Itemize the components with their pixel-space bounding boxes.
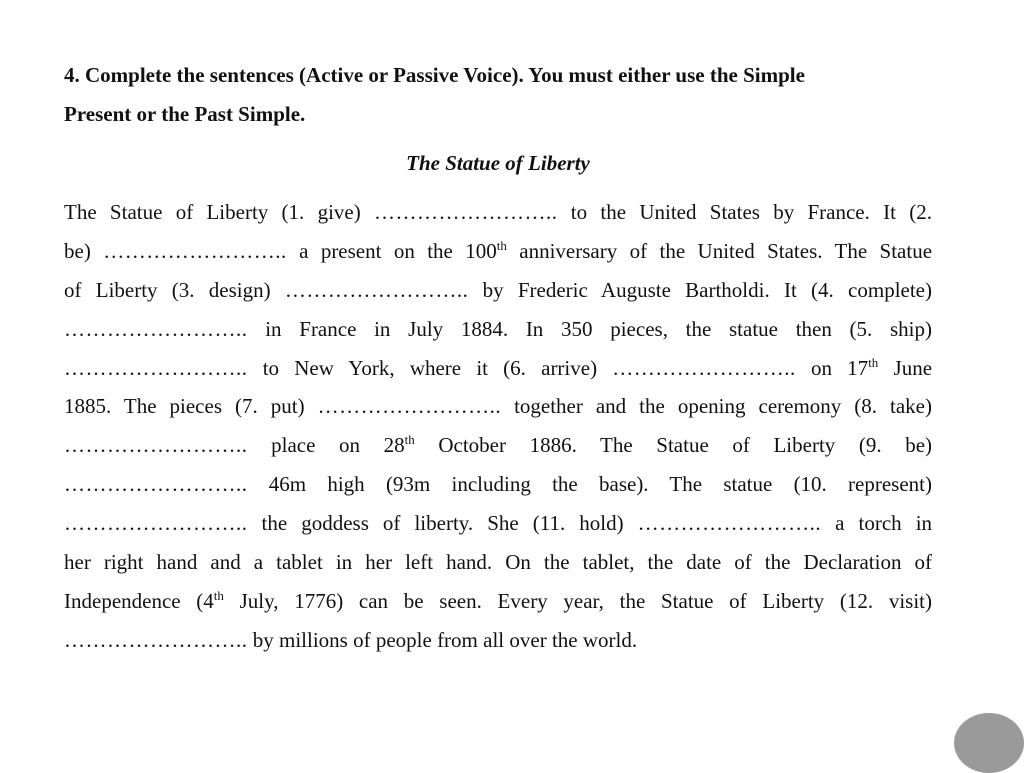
text-part: place on 28 bbox=[271, 433, 405, 458]
passage-line-8 bbox=[64, 465, 932, 504]
passage-line-4 bbox=[64, 310, 932, 349]
text-segment: The Statue of Liberty (1. give) bbox=[64, 200, 361, 224]
text-segment: by millions of people from all over the world. bbox=[252, 627, 638, 652]
superscript: th bbox=[404, 432, 415, 448]
text-part: on 17 bbox=[810, 355, 869, 380]
blank-6[interactable]: …………………….. bbox=[612, 355, 796, 380]
text-segment: be) bbox=[64, 238, 91, 263]
superscript: th bbox=[213, 587, 224, 603]
exercise-instruction bbox=[64, 56, 932, 134]
blank-12[interactable]: …………………….. bbox=[64, 627, 248, 652]
instruction-line-2: Present or the Past Simple. bbox=[64, 102, 306, 126]
text-segment bbox=[64, 589, 224, 613]
passage-line-2 bbox=[64, 232, 932, 271]
passage-line-11 bbox=[64, 582, 932, 621]
text-segment: a torch in bbox=[835, 511, 933, 536]
text-segment: to New York, where it (6. arrive) bbox=[262, 355, 598, 380]
blank-7[interactable]: …………………….. bbox=[317, 394, 502, 419]
superscript: th bbox=[868, 354, 879, 370]
blank-10[interactable]: …………………….. bbox=[64, 511, 248, 536]
text-segment: to the United States by France. It (2. bbox=[570, 200, 933, 224]
passage-line-10 bbox=[64, 543, 932, 582]
text-segment: of Liberty (3. design) bbox=[64, 277, 271, 302]
passage-line-7 bbox=[64, 426, 932, 465]
text-segment: in France in July 1884. In 350 pieces, the statue then (5. ship) bbox=[265, 316, 933, 341]
scroll-handle[interactable] bbox=[954, 713, 1024, 773]
text-segment: anniversary of the United States. The Statue bbox=[519, 238, 933, 263]
text-segment: July, 1776) can be seen. Every year, the Statue of Liberty (12. visit) bbox=[239, 588, 932, 613]
text-segment: by Frederic Auguste Bartholdi. It (4. complete) bbox=[482, 277, 932, 302]
passage-line-9 bbox=[64, 504, 932, 543]
passage-line-1 bbox=[64, 193, 932, 232]
text-segment bbox=[299, 239, 507, 263]
blank-5[interactable]: …………………….. bbox=[64, 355, 248, 380]
blank-4[interactable]: …………………….. bbox=[64, 316, 248, 341]
passage-line-12 bbox=[64, 621, 932, 660]
blank-8[interactable]: …………………….. bbox=[64, 433, 248, 458]
passage-line-5 bbox=[64, 349, 932, 388]
text-segment: 46m high (93m including the base). The statue (10. represent) bbox=[268, 472, 933, 497]
text-segment bbox=[811, 356, 878, 380]
text-part: a present on the 100 bbox=[299, 238, 497, 263]
passage-line-3 bbox=[64, 271, 932, 310]
blank-2[interactable]: …………………….. bbox=[103, 238, 287, 263]
text-segment: 1885. The pieces (7. put) bbox=[64, 394, 305, 419]
blank-11[interactable]: …………………….. bbox=[637, 511, 822, 536]
passage-title: The Statue of Liberty bbox=[406, 151, 590, 175]
text-segment: her right hand and a tablet in her left hand. On the tablet, the date of the Declaration of bbox=[64, 550, 932, 575]
blank-9[interactable]: …………………….. bbox=[64, 472, 248, 497]
passage-body bbox=[64, 193, 932, 660]
passage-line-6 bbox=[64, 387, 932, 426]
blank-3[interactable]: …………………….. bbox=[284, 277, 469, 302]
superscript: th bbox=[496, 237, 507, 253]
worksheet-page bbox=[64, 56, 932, 660]
blank-1[interactable]: …………………….. bbox=[374, 200, 558, 224]
text-segment: the goddess of liberty. She (11. hold) bbox=[261, 511, 624, 536]
text-segment: June bbox=[893, 355, 933, 380]
text-segment: October 1886. The Statue of Liberty (9. be) bbox=[438, 433, 933, 458]
text-part: Independence (4 bbox=[64, 588, 214, 613]
instruction-line-1: 4. Complete the sentences (Active or Passive Voice). You must either use the Simple bbox=[64, 63, 805, 87]
text-segment bbox=[271, 433, 415, 457]
text-segment: together and the opening ceremony (8. take) bbox=[514, 394, 932, 419]
